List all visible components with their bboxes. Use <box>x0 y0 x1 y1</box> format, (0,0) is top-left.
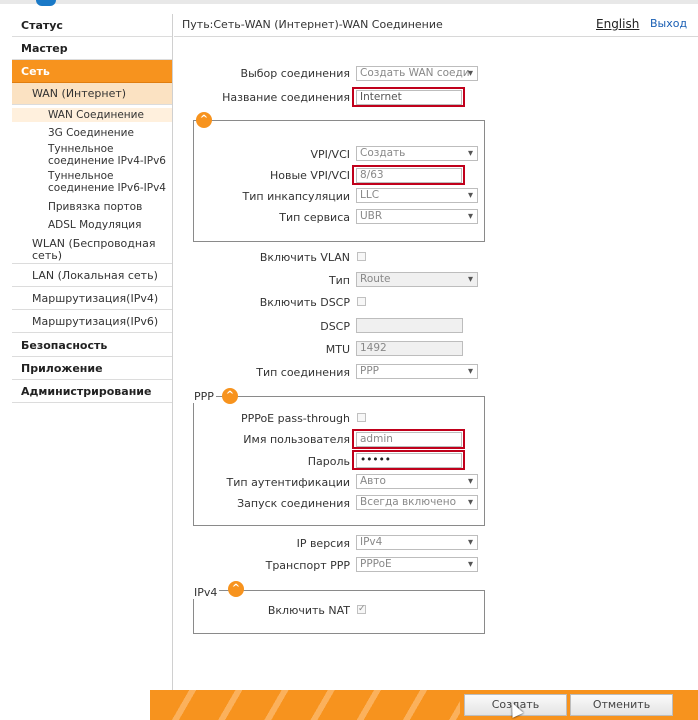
mtu-label: MTU <box>325 343 350 356</box>
start-select[interactable]: Всегда включено ▾ <box>356 495 478 510</box>
collapse-ppp-icon[interactable]: ^ <box>222 388 238 404</box>
tunnel-v6v4-line1: Туннельное <box>48 170 114 182</box>
password-input[interactable]: ••••• <box>356 453 462 468</box>
nat-checkbox[interactable]: ✓ <box>358 604 366 614</box>
auth-label: Тип аутентификации <box>226 476 350 489</box>
new-vpivci-input[interactable]: 8/63 <box>356 168 462 183</box>
wlan-line2: сеть) <box>32 249 62 262</box>
sidebar-item-status[interactable]: Статус <box>12 14 172 37</box>
sidebar-item-security[interactable]: Безопасность <box>12 334 172 357</box>
sidebar-item-wan-connection[interactable]: WAN Соединение <box>12 108 172 122</box>
sidebar-item-routing-ipv4[interactable]: Маршрутизация(IPv4) <box>12 288 172 310</box>
tunnel-v6v4-line2: соединение IPv6-IPv4 <box>48 182 166 194</box>
dscp-input[interactable] <box>356 318 463 333</box>
sidebar-item-administration[interactable]: Администрирование <box>12 380 172 403</box>
wlan-line1: WLAN (Беспроводная <box>32 237 156 250</box>
new-vpivci-label: Новые VPI/VCI <box>270 169 350 182</box>
username-highlight <box>352 429 465 449</box>
ipv4-legend: IPv4 <box>194 586 218 599</box>
tunnel-v4v6-line2: соединение IPv4-IPv6 <box>48 155 166 167</box>
logo-mark <box>36 0 56 6</box>
transport-label: Транспорт PPP <box>265 559 350 572</box>
ipver-label: IP версия <box>296 537 350 550</box>
vlan-checkbox[interactable] <box>357 252 366 261</box>
password-label: Пароль <box>307 455 350 468</box>
conn-name-highlight <box>352 87 465 107</box>
collapse-ipv4-icon[interactable]: ^ <box>228 581 244 597</box>
sidebar-item-3g[interactable]: 3G Соединение <box>48 127 134 139</box>
type-label: Тип <box>328 274 350 287</box>
sidebar-item-port-binding[interactable]: Привязка портов <box>48 201 143 213</box>
auth-select[interactable]: Авто ▾ <box>356 474 478 489</box>
service-select[interactable]: UBR ▾ <box>356 209 478 224</box>
vlan-label: Включить VLAN <box>259 251 350 264</box>
type-select[interactable]: Route ▾ <box>356 272 478 287</box>
top-bar <box>0 0 698 4</box>
vpivci-select[interactable]: Создать ▾ <box>356 146 478 161</box>
breadcrumb: Путь:Сеть-WAN (Интернет)-WAN Соединение <box>182 18 443 31</box>
dscp-checkbox[interactable] <box>357 297 366 306</box>
nat-label: Включить NAT <box>267 604 350 617</box>
username-label: Имя пользователя <box>243 433 350 446</box>
conn-type-select[interactable]: PPP ▾ <box>356 364 478 379</box>
tunnel-v4v6-line1: Туннельное <box>48 143 114 155</box>
dscp-enable-label: Включить DSCP <box>259 296 350 309</box>
create-button[interactable]: Создать <box>464 694 567 716</box>
cancel-button[interactable]: Отменить <box>570 694 673 716</box>
conn-name-label: Название соединения <box>222 91 350 104</box>
username-input[interactable]: admin <box>356 432 462 447</box>
conn-select[interactable]: Создать WAN соеди ▾ <box>356 66 478 81</box>
language-link[interactable]: English <box>596 17 640 31</box>
service-label: Тип сервиса <box>279 211 350 224</box>
footer-stripes <box>150 690 460 720</box>
pppoe-label: PPPoE pass-through <box>240 412 350 425</box>
vpivci-label: VPI/VCI <box>310 148 350 161</box>
encap-select[interactable]: LLC ▾ <box>356 188 478 203</box>
sidebar-item-routing-ipv6[interactable]: Маршрутизация(IPv6) <box>12 311 172 333</box>
encap-label: Тип инкапсуляции <box>242 190 350 203</box>
conn-select-label: Выбор соединения <box>240 67 350 80</box>
transport-select[interactable]: PPPoE ▾ <box>356 557 478 572</box>
collapse-atm-icon[interactable]: ^ <box>196 112 212 128</box>
sidebar-item-master[interactable]: Мастер <box>12 37 172 60</box>
footer-bar <box>150 690 698 720</box>
sidebar-item-network[interactable]: Сеть <box>12 60 172 83</box>
dscp-label: DSCP <box>320 320 350 333</box>
ppp-legend: PPP <box>194 390 214 403</box>
new-vpivci-highlight <box>352 165 465 185</box>
password-highlight <box>352 450 465 470</box>
conn-name-input[interactable]: Internet <box>356 90 462 105</box>
sidebar-item-wan[interactable]: WAN (Интернет) <box>12 83 172 105</box>
conn-type-label: Тип соединения <box>256 366 350 379</box>
start-label: Запуск соединения <box>237 497 350 510</box>
sidebar-item-application[interactable]: Приложение <box>12 357 172 380</box>
pppoe-checkbox[interactable] <box>357 413 366 422</box>
header <box>174 14 698 37</box>
logout-link[interactable]: Выход <box>650 17 688 30</box>
sidebar-item-lan[interactable]: LAN (Локальная сеть) <box>12 265 172 287</box>
sidebar-item-adsl[interactable]: ADSL Модуляция <box>48 219 142 231</box>
ipver-select[interactable]: IPv4 ▾ <box>356 535 478 550</box>
mtu-input[interactable]: 1492 <box>356 341 463 356</box>
